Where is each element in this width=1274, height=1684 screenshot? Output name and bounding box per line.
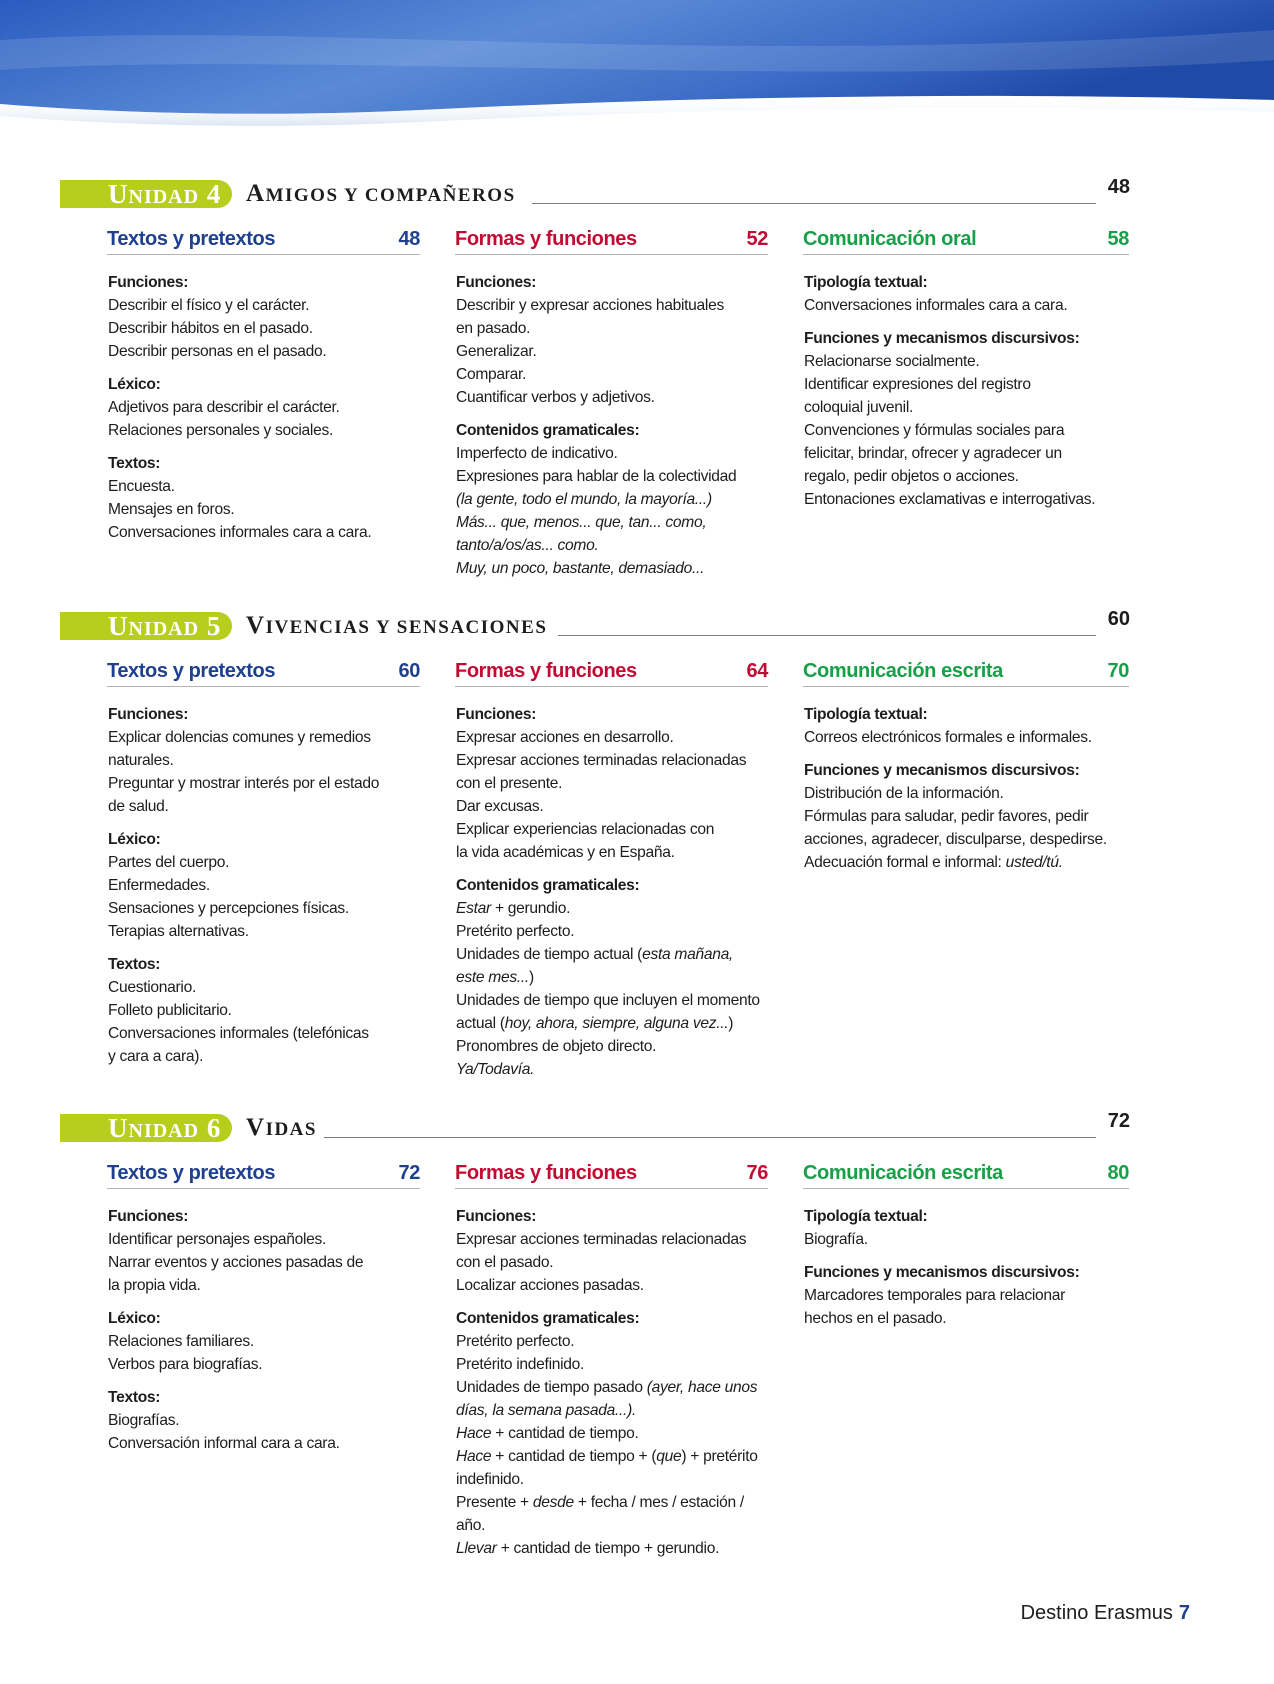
section-heading: Textos:: [108, 1389, 161, 1406]
section-heading: Funciones:: [456, 706, 537, 723]
line-fragment: Presente +: [456, 1494, 533, 1511]
body-line: Fórmulas para saludar, pedir favores, pedir: [804, 808, 1089, 825]
unit-title: VIDAS: [246, 1114, 317, 1141]
line-fragment: hoy, ahora, siempre, alguna vez...: [504, 1015, 729, 1032]
body-line: Describir y expresar acciones habituales: [456, 297, 724, 314]
body-line: Marcadores temporales para relacionar: [804, 1287, 1066, 1304]
column-title: Formas y funciones: [455, 660, 637, 682]
body-line: Conversaciones informales cara a cara.: [804, 297, 1068, 314]
column-body: [455, 1189, 768, 1560]
body-line: [456, 943, 768, 966]
body-line: Pretérito indefinido.: [456, 1356, 585, 1373]
line-spacer: [804, 317, 1129, 327]
body-line: Mensajes en foros.: [108, 501, 235, 518]
body-line: Identificar personajes españoles.: [108, 1231, 327, 1248]
line-spacer: [804, 749, 1129, 759]
line-spacer: [108, 818, 420, 828]
section-heading: Textos:: [108, 455, 161, 472]
body-line: Correos electrónicos formales e informales.: [804, 729, 1092, 746]
body-line: año.: [456, 1517, 486, 1534]
line-fragment: Estar: [456, 900, 491, 917]
column-textos-y-pretextos: [107, 1160, 420, 1455]
line-fragment: + fecha / mes / estación /: [573, 1494, 744, 1511]
section-heading: Funciones:: [108, 274, 189, 291]
line-spacer: [456, 1297, 768, 1307]
line-spacer: [804, 1251, 1129, 1261]
body-line: [456, 1012, 768, 1035]
line-fragment: este mes...: [456, 969, 529, 986]
line-fragment: ): [728, 1015, 734, 1032]
section-heading: Léxico:: [108, 376, 161, 393]
column-body: [107, 255, 420, 544]
column-page: 80: [1107, 1162, 1129, 1184]
body-line: [456, 1491, 768, 1514]
body-line: Folleto publicitario.: [108, 1002, 232, 1019]
column-page: 76: [746, 1162, 768, 1184]
body-line: Ya/Todavía.: [456, 1061, 535, 1078]
body-line: la propia vida.: [108, 1277, 201, 1294]
line-fragment: desde: [532, 1494, 574, 1511]
body-line: Convenciones y fórmulas sociales para: [804, 422, 1065, 439]
section-heading: Tipología textual:: [804, 1208, 928, 1225]
line-spacer: [456, 409, 768, 419]
section-heading: Tipología textual:: [804, 274, 928, 291]
line-fragment: Unidades de tiempo pasado: [456, 1379, 647, 1396]
body-line: Describir hábitos en el pasado.: [108, 320, 313, 337]
body-line: Entonaciones exclamativas e interrogativas.: [804, 491, 1096, 508]
body-line: Más... que, menos... que, tan... como,: [456, 514, 707, 531]
body-line: felicitar, brindar, ofrecer y agradecer un: [804, 445, 1062, 462]
column-title: Comunicación escrita: [803, 1162, 1003, 1184]
column-page: 72: [398, 1162, 420, 1184]
line-fragment: usted/tú.: [1005, 854, 1063, 871]
column-page: 70: [1107, 660, 1129, 682]
line-fragment: Hace: [456, 1448, 492, 1465]
column-header: [455, 658, 768, 687]
body-line: Conversación informal cara a cara.: [108, 1435, 340, 1452]
column-title: Formas y funciones: [455, 1162, 637, 1184]
line-fragment: + cantidad de tiempo + (: [491, 1448, 657, 1465]
section-heading: Funciones y mecanismos discursivos:: [804, 1264, 1080, 1281]
body-line: Enfermedades.: [108, 877, 210, 894]
column-formas-y-funciones: [455, 658, 768, 1081]
line-spacer: [108, 363, 420, 373]
unit-page-number: 60: [1107, 608, 1130, 630]
body-line: con el pasado.: [456, 1254, 554, 1271]
section-heading: Contenidos gramaticales:: [456, 422, 640, 439]
unit-title-rule: [532, 203, 1096, 204]
section-heading: Tipología textual:: [804, 706, 928, 723]
unit-page-number: 72: [1107, 1110, 1130, 1132]
column-body: [107, 1189, 420, 1455]
body-line: [456, 897, 768, 920]
line-fragment: Unidades de tiempo actual (: [456, 946, 643, 963]
body-line: Describir personas en el pasado.: [108, 343, 327, 360]
body-line: Expresar acciones terminadas relacionadas: [456, 752, 747, 769]
column-title: Comunicación escrita: [803, 660, 1003, 682]
unit-label: UNIDAD 5: [60, 612, 232, 640]
line-fragment: (ayer, hace unos: [646, 1379, 758, 1396]
unit-title-rule: [558, 635, 1096, 636]
page-footer: [1021, 1602, 1190, 1625]
section-heading: Funciones:: [456, 274, 537, 291]
body-line: Narrar eventos y acciones pasadas de: [108, 1254, 364, 1271]
unit-page-number: 48: [1107, 176, 1130, 198]
body-line: Comparar.: [456, 366, 527, 383]
line-spacer: [108, 943, 420, 953]
column-title: Formas y funciones: [455, 228, 637, 250]
body-line: Conversaciones informales (telefónicas: [108, 1025, 369, 1042]
section-heading: Funciones y mecanismos discursivos:: [804, 762, 1080, 779]
body-line: [456, 1537, 768, 1560]
column-header: [803, 226, 1129, 255]
line-fragment: actual (: [456, 1015, 505, 1032]
column-comunicacion: [803, 226, 1129, 511]
column-title: Textos y pretextos: [107, 660, 276, 682]
body-line: Conversaciones informales cara a cara.: [108, 524, 372, 541]
unit-label: UNIDAD 4: [60, 180, 232, 208]
body-line: regalo, pedir objetos o acciones.: [804, 468, 1019, 485]
body-line: [456, 1422, 768, 1445]
body-line: coloquial juvenil.: [804, 399, 914, 416]
body-line: (la gente, todo el mundo, la mayoría...): [456, 491, 712, 508]
body-line: con el presente.: [456, 775, 563, 792]
line-fragment: que: [656, 1448, 682, 1465]
column-body: [803, 1189, 1129, 1330]
body-line: indefinido.: [456, 1471, 524, 1488]
column-page: 60: [398, 660, 420, 682]
body-line: Terapias alternativas.: [108, 923, 249, 940]
unit-label: UNIDAD 6: [60, 1114, 232, 1142]
body-line: [804, 851, 1129, 874]
column-header: [107, 658, 420, 687]
body-line: Relaciones personales y sociales.: [108, 422, 333, 439]
column-body: [803, 687, 1129, 874]
unit-header: [60, 608, 1130, 642]
column-page: 52: [746, 228, 768, 250]
body-line: Expresar acciones en desarrollo.: [456, 729, 674, 746]
unit-header: [60, 176, 1130, 210]
body-line: Cuestionario.: [108, 979, 196, 996]
line-spacer: [456, 864, 768, 874]
body-line: Verbos para biografías.: [108, 1356, 263, 1373]
section-heading: Funciones:: [108, 706, 189, 723]
body-line: Muy, un poco, bastante, demasiado...: [456, 560, 705, 577]
body-line: Pretérito perfecto.: [456, 1333, 575, 1350]
body-line: [456, 1376, 768, 1399]
body-line: Localizar acciones pasadas.: [456, 1277, 644, 1294]
body-line: Expresar acciones terminadas relacionadas: [456, 1231, 747, 1248]
unit-title-rule: [324, 1137, 1096, 1138]
line-fragment: ): [528, 969, 534, 986]
body-line: Unidades de tiempo que incluyen el momento: [456, 992, 760, 1009]
body-line: Cuantificar verbos y adjetivos.: [456, 389, 655, 406]
line-spacer: [108, 1297, 420, 1307]
unit-section-5: [60, 608, 1130, 1078]
unit-title: AMIGOS Y COMPAÑEROS: [246, 180, 516, 207]
column-body: [455, 255, 768, 580]
column-body: [107, 687, 420, 1068]
section-heading: Léxico:: [108, 831, 161, 848]
page-number: 7: [1178, 1602, 1190, 1624]
body-line: Distribución de la información.: [804, 785, 1004, 802]
body-line: Preguntar y mostrar interés por el estado: [108, 775, 380, 792]
line-fragment: + cantidad de tiempo.: [491, 1425, 639, 1442]
line-fragment: ) + pretérito: [681, 1448, 758, 1465]
body-line: días, la semana pasada...).: [456, 1402, 636, 1419]
column-header: [107, 226, 420, 255]
column-body: [803, 255, 1129, 511]
line-spacer: [108, 1376, 420, 1386]
body-line: tanto/a/os/as... como.: [456, 537, 599, 554]
body-line: naturales.: [108, 752, 174, 769]
column-formas-y-funciones: [455, 1160, 768, 1560]
body-line: Expresiones para hablar de la colectividad: [456, 468, 737, 485]
body-line: Biografías.: [108, 1412, 180, 1429]
column-comunicacion: [803, 658, 1129, 874]
unit-header: [60, 1110, 1130, 1144]
book-title: Destino Erasmus: [1020, 1602, 1173, 1624]
header-banner: [0, 0, 1274, 150]
column-textos-y-pretextos: [107, 658, 420, 1068]
body-line: Explicar experiencias relacionadas con: [456, 821, 715, 838]
column-textos-y-pretextos: [107, 226, 420, 544]
section-heading: Contenidos gramaticales:: [456, 1310, 640, 1327]
column-page: 58: [1107, 228, 1129, 250]
body-line: Describir el físico y el carácter.: [108, 297, 310, 314]
line-fragment: Adecuación formal e informal:: [804, 854, 1006, 871]
body-line: [456, 966, 768, 989]
column-header: [803, 1160, 1129, 1189]
line-fragment: Hace: [456, 1425, 492, 1442]
body-line: Generalizar.: [456, 343, 537, 360]
column-title: Textos y pretextos: [107, 228, 276, 250]
body-line: Relaciones familiares.: [108, 1333, 254, 1350]
section-heading: Contenidos gramaticales:: [456, 877, 640, 894]
line-fragment: + gerundio.: [490, 900, 571, 917]
body-line: Dar excusas.: [456, 798, 544, 815]
unit-section-4: [60, 176, 1130, 577]
body-line: Partes del cuerpo.: [108, 854, 230, 871]
body-line: Adjetivos para describir el carácter.: [108, 399, 340, 416]
unit-section-6: [60, 1110, 1130, 1557]
column-formas-y-funciones: [455, 226, 768, 580]
column-header: [107, 1160, 420, 1189]
body-line: Identificar expresiones del registro: [804, 376, 1031, 393]
body-line: y cara a cara).: [108, 1048, 204, 1065]
section-heading: Léxico:: [108, 1310, 161, 1327]
section-heading: Funciones:: [456, 1208, 537, 1225]
column-comunicacion: [803, 1160, 1129, 1330]
body-line: Encuesta.: [108, 478, 175, 495]
section-heading: Textos:: [108, 956, 161, 973]
column-header: [455, 1160, 768, 1189]
body-line: acciones, agradecer, disculparse, despedirse.: [804, 831, 1107, 848]
body-line: Imperfecto de indicativo.: [456, 445, 618, 462]
section-heading: Funciones y mecanismos discursivos:: [804, 330, 1080, 347]
body-line: hechos en el pasado.: [804, 1310, 947, 1327]
unit-title: VIVENCIAS Y SENSACIONES: [246, 612, 548, 639]
body-line: Relacionarse socialmente.: [804, 353, 980, 370]
column-title: Comunicación oral: [803, 228, 977, 250]
column-page: 64: [746, 660, 768, 682]
body-line: Pretérito perfecto.: [456, 923, 575, 940]
column-body: [455, 687, 768, 1081]
line-fragment: + cantidad de tiempo + gerundio.: [496, 1540, 720, 1557]
body-line: en pasado.: [456, 320, 531, 337]
body-line: Sensaciones y percepciones físicas.: [108, 900, 349, 917]
column-title: Textos y pretextos: [107, 1162, 276, 1184]
column-header: [803, 658, 1129, 687]
section-heading: Funciones:: [108, 1208, 189, 1225]
line-spacer: [108, 442, 420, 452]
body-line: Explicar dolencias comunes y remedios: [108, 729, 371, 746]
line-fragment: Llevar: [456, 1540, 497, 1557]
column-header: [455, 226, 768, 255]
line-fragment: esta mañana,: [642, 946, 733, 963]
body-line: Pronombres de objeto directo.: [456, 1038, 657, 1055]
body-line: [456, 1445, 768, 1468]
column-page: 48: [398, 228, 420, 250]
body-line: de salud.: [108, 798, 169, 815]
body-line: Biografía.: [804, 1231, 868, 1248]
body-line: la vida académicas y en España.: [456, 844, 675, 861]
